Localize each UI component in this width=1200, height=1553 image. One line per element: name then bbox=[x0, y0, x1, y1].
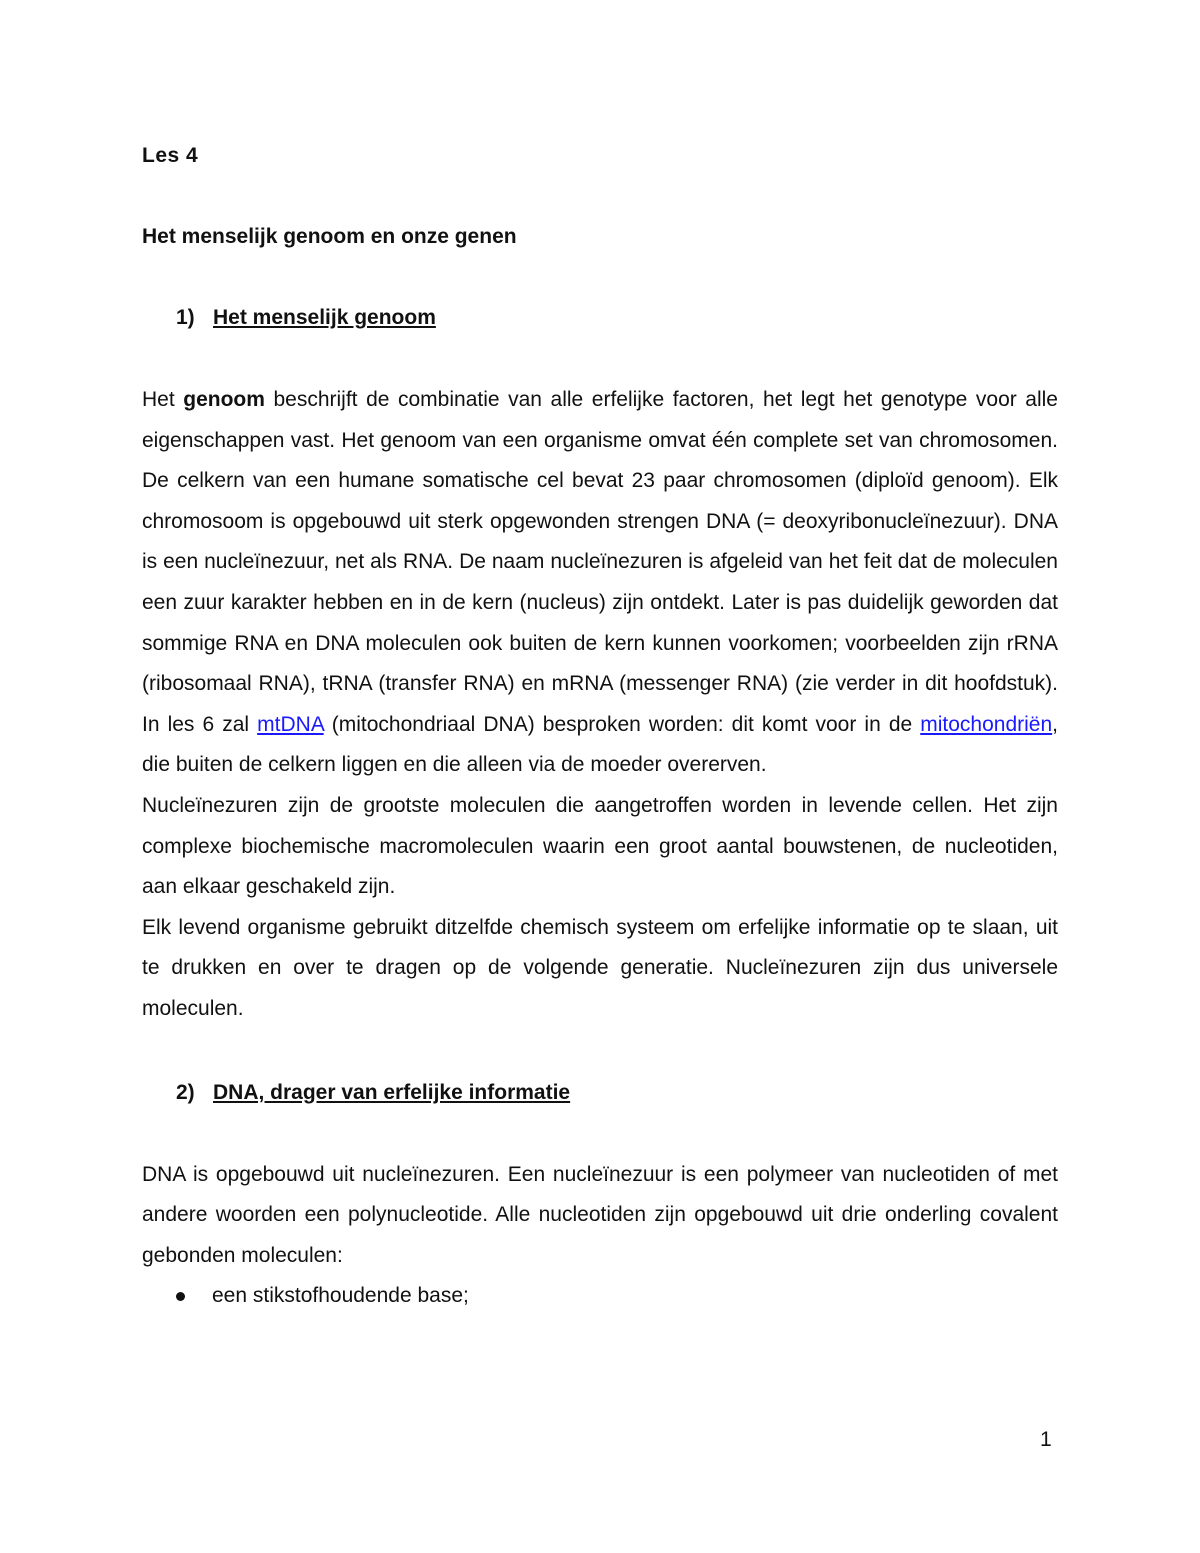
bullet-icon bbox=[176, 1292, 185, 1301]
text-run: beschrijft de combinatie van alle erfelijke factoren, het legt het genotype voor alle eigenschappen vast. Het genoom van een organisme omvat één complete set van chromosomen. De celkern van een humane somatische cel bevat 23 paar chromosomen (diploïd genoom). Elk chromosoom is opgebouwd uit sterk opgewonden strengen DNA (= deoxyribonucleïnezuur). DNA is een nucleïnezuur, net als RNA. De naam nucleïnezuren is afgeleid van het feit dat de moleculen een zuur karakter hebben en in de kern (nucleus) zijn ontdekt. Later is pas duidelijk geworden dat sommige RNA en DNA moleculen ook buiten de kern kunnen voorkomen; voorbeelden zijn rRNA (ribosomaal RNA), tRNA (transfer RNA) en mRNA (messenger RNA) (zie verder in dit hoofdstuk). In les 6 zal bbox=[142, 388, 1058, 736]
paragraph-organisme: Elk levend organisme gebruikt ditzelfde chemisch systeem om erfelijke informatie op te slaan, uit te drukken en over te dragen op de volgende generatie. Nucleïnezuren zijn dus universele moleculen. bbox=[142, 915, 1058, 1020]
document-body bbox=[142, 138, 1058, 1317]
section-title: Het menselijk genoom bbox=[213, 306, 436, 329]
bullet-list bbox=[142, 1276, 1058, 1317]
section-title: DNA, drager van erfelijke informatie bbox=[213, 1080, 571, 1104]
lesson-label: Les 4 bbox=[142, 144, 199, 167]
paragraph-dna: DNA is opgebouwd uit nucleïnezuren. Een nucleïnezuur is een polymeer van nucleotiden of met andere woorden een polynucleotide. Alle nucleotiden zijn opgebouwd uit drie onderling covalent gebonden moleculen: bbox=[142, 1162, 1058, 1267]
section-number: 2) bbox=[176, 1080, 195, 1104]
section-number: 1) bbox=[176, 306, 195, 329]
text-run: (mitochondriaal DNA) besproken worden: dit komt voor in de bbox=[323, 712, 921, 736]
section-heading-1 bbox=[142, 300, 1058, 336]
link-mtdna[interactable]: mtDNA bbox=[257, 712, 324, 736]
section-heading-2 bbox=[142, 1075, 1058, 1111]
link-mitochondrien[interactable]: mitochondriën bbox=[920, 712, 1053, 736]
document-title: Het menselijk genoom en onze genen bbox=[142, 225, 517, 248]
text-run: Het bbox=[142, 388, 184, 411]
text-run: , die buiten de celkern liggen en die alleen via de moeder overerven. bbox=[142, 712, 1058, 777]
bold-term: genoom bbox=[183, 388, 265, 411]
page-number: 1 bbox=[1040, 1428, 1052, 1451]
paragraph-nucleinezuren: Nucleïnezuren zijn de grootste moleculen die aangetroffen worden in levende cellen. Het zijn complexe biochemische macromoleculen waarin een groot aantal bouwstenen, de nucleotiden, aan elkaar geschakeld zijn. bbox=[142, 793, 1058, 899]
list-item-text: een stikstofhoudende base; bbox=[212, 1284, 469, 1308]
list-item bbox=[142, 1276, 1058, 1317]
paragraph-genoom bbox=[142, 380, 1058, 786]
